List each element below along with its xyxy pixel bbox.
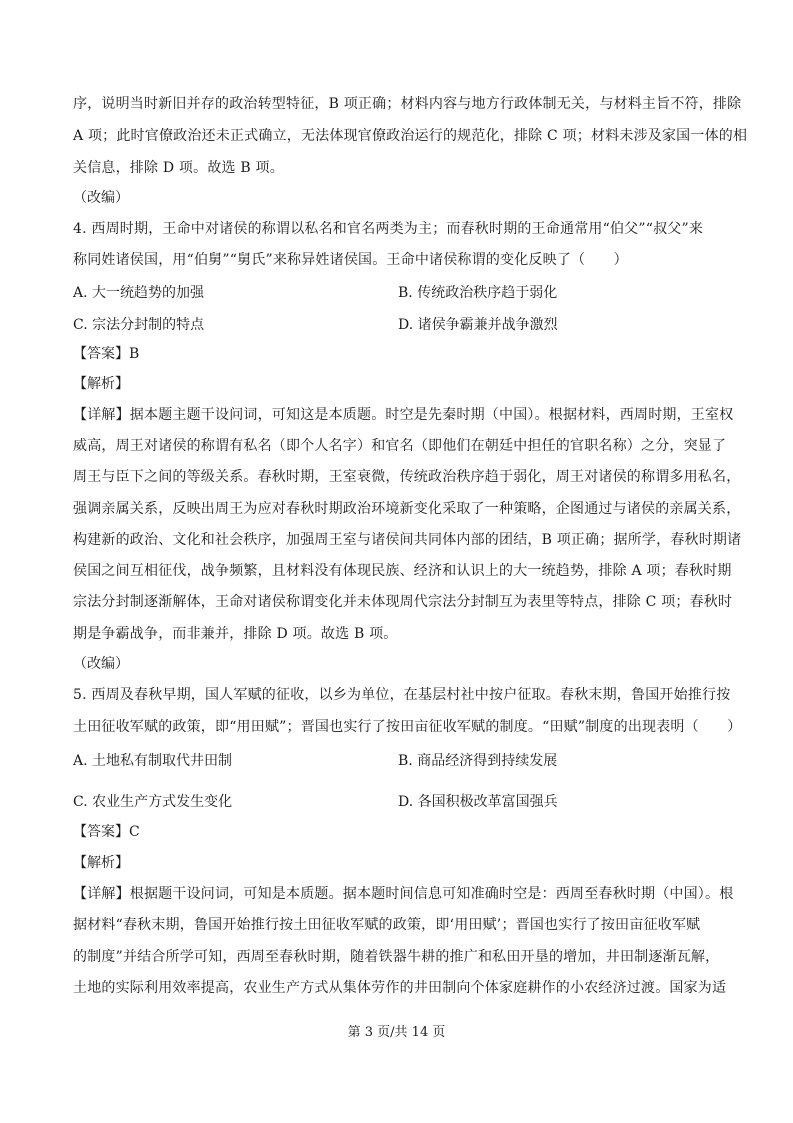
q5-option-b: B. 商品经济得到持续发展 bbox=[398, 753, 558, 769]
q4-detail-line: 强调亲属关系，反映出周王为应对春秋时期政治环境新变化采取了一种策略，企图通过与诸侯的亲属关系， bbox=[73, 501, 741, 517]
q5-analysis-label: 【解析】 bbox=[73, 855, 129, 871]
q4-analysis-label: 【解析】 bbox=[73, 376, 129, 392]
q4-detail-line: 宗法分封制逐渐解体，王命对诸侯称谓变化并未体现周代宗法分封制互为表里等特点，排除 C 项；春秋时 bbox=[73, 594, 733, 610]
q5-option-a: A. 土地私有制取代井田制 bbox=[73, 753, 233, 769]
q5-option-d: D. 各国积极改革富国强兵 bbox=[398, 794, 558, 810]
q5-detail-line: 的制度”并结合所学可知，西周至春秋时期，随着铁器牛耕的推广和私田开垦的增加，井田制逐渐瓦解， bbox=[73, 949, 720, 965]
q4-detail-line: 构建新的政治、文化和社会秩序，加强周王室与诸侯间共同体内部的团结，B 项正确；据所学，春秋时期诸 bbox=[73, 532, 742, 548]
source-tag: （改编） bbox=[73, 656, 129, 672]
continuation-line: A 项；此时官僚政治还未正式确立，无法体现官僚政治运行的规范化，排除 C 项；材料未涉及家国一体的相 bbox=[73, 128, 748, 144]
q4-stem-line: 4. 西周时期，王命中对诸侯的称谓以私名和官名两类为主；而春秋时期的王命通常用“伯父”“叔父”来 bbox=[73, 221, 704, 237]
q4-option-d: D. 诸侯争霸兼并战争激烈 bbox=[398, 317, 558, 333]
q4-option-a: A. 大一统趋势的加强 bbox=[73, 285, 205, 301]
q5-detail-line: 土地的实际利用效率提高，农业生产方式从集体劳作的井田制向个体家庭耕作的小农经济过渡。国家为适 bbox=[73, 980, 727, 996]
page-footer: 第 3 页/共 14 页 bbox=[347, 1025, 446, 1040]
source-tag: （改编） bbox=[73, 190, 129, 206]
q4-detail-line: 周王与臣下之间的等级关系。春秋时期，王室衰微，传统政治秩序趋于弱化，周王对诸侯的称谓多用私名， bbox=[73, 469, 741, 485]
q5-answer: 【答案】C bbox=[73, 824, 140, 840]
q5-stem-line: 5. 西周及春秋早期，国人军赋的征收，以乡为单位，在基层村社中按户征取。春秋末期，鲁国开始推行按 bbox=[73, 687, 731, 703]
q4-option-b: B. 传统政治秩序趋于弱化 bbox=[398, 285, 558, 301]
q4-detail-line: 侯国之间互相征伐，战争频繁，且材料没有体现民族、经济和认识上的大一统趋势，排除 A 项；春秋时期 bbox=[73, 563, 732, 579]
q5-option-c: C. 农业生产方式发生变化 bbox=[73, 794, 233, 810]
continuation-line: 序，说明当时新旧并存的政治转型特征，B 项正确；材料内容与地方行政体制无关，与材料主旨不符，排除 bbox=[73, 96, 742, 112]
q4-option-c: C. 宗法分封制的特点 bbox=[73, 317, 205, 333]
q4-stem-line: 称同姓诸侯国，用“伯舅”“舅氏”来称异姓诸侯国。王命中诸侯称谓的变化反映了（ ） bbox=[73, 252, 628, 268]
q4-detail-line: 【详解】据本题主题干设问词，可知这是本质题。时空是先秦时期（中国）。根据材料，西周时期，王室权 bbox=[73, 407, 734, 423]
continuation-line: 关信息，排除 D 项。故选 B 项。 bbox=[73, 160, 284, 176]
q4-detail-line: 期是争霸战争，而非兼并，排除 D 项。故选 B 项。 bbox=[73, 626, 398, 642]
q5-detail-line: 【详解】根据题干设问词，可知是本质题。据本题时间信息可知准确时空是：西周至春秋时期（中国）。根 bbox=[73, 886, 734, 902]
q4-answer: 【答案】B bbox=[73, 346, 140, 362]
q5-stem-line: 土田征收军赋的政策，即“用田赋”；晋国也实行了按田亩征收军赋的制度。“田赋”制度的出现表明（ ） bbox=[73, 719, 742, 735]
q4-detail-line: 威高，周王对诸侯的称谓有私名（即个人名字）和官名（即他们在朝廷中担任的官职名称）之分，突显了 bbox=[73, 438, 727, 454]
q5-detail-line: 据材料“春秋末期，鲁国开始推行按土田征收军赋的政策，即‘用田赋’；晋国也实行了按田亩征收军赋 bbox=[73, 917, 701, 933]
